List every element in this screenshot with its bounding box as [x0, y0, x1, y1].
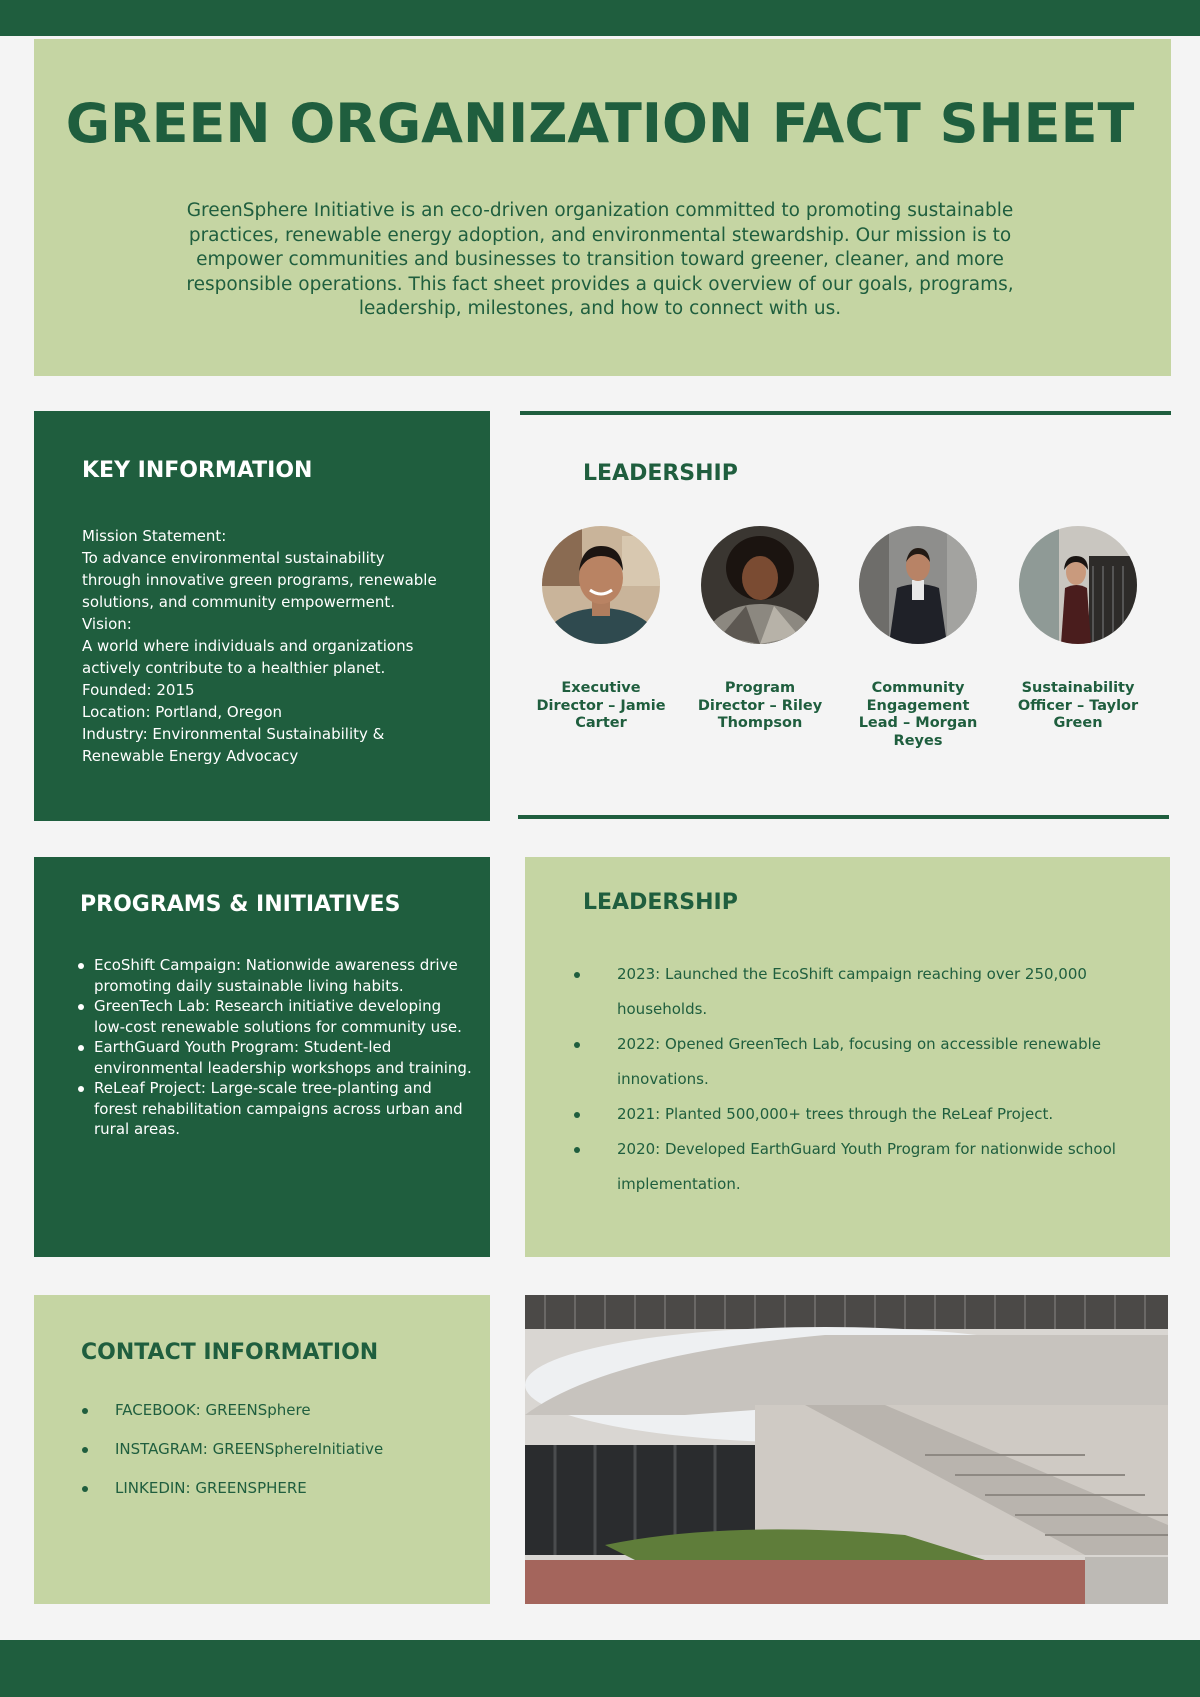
leader-card	[843, 526, 993, 750]
list-item: ReLeaf Project: Large-scale tree-planting and forest rehabilitation campaigns across urban and rural areas.	[34, 1078, 472, 1140]
intro-line: empower communities and businesses to transition toward greener, cleaner, and more	[196, 249, 1004, 270]
key-info-line: actively contribute to a healthier planet.	[82, 659, 386, 677]
leader-name: Community Engagement Lead – Morgan Reyes	[858, 680, 978, 749]
milestones-list	[617, 957, 1137, 1202]
key-information-text	[82, 525, 462, 767]
contact-facebook[interactable]: FACEBOOK: GREENSphere	[115, 1400, 383, 1420]
top-bar	[0, 0, 1200, 36]
page-title: GREEN ORGANIZATION FACT SHEET	[65, 92, 1135, 155]
key-info-line: Location: Portland, Oregon	[82, 703, 283, 721]
key-info-line: To advance environmental sustainability	[82, 549, 385, 567]
leader-photo	[542, 526, 660, 644]
intro-line: leadership, milestones, and how to connect with us.	[358, 298, 842, 319]
leader-photo	[1019, 526, 1137, 644]
key-info-line: A world where individuals and organizations	[82, 637, 414, 655]
key-info-line: Industry: Environmental Sustainability &	[82, 725, 385, 743]
list-item: 2020: Developed EarthGuard Youth Program for nationwide school implementation.	[617, 1132, 1137, 1202]
intro-line: responsible operations. This fact sheet provides a quick overview of our goals, programs,	[186, 273, 1014, 295]
key-information-panel	[34, 411, 490, 821]
leadership-title: LEADERSHIP	[583, 461, 738, 486]
bottom-bar	[0, 1640, 1200, 1697]
key-information-title: KEY INFORMATION	[82, 458, 313, 483]
programs-title: PROGRAMS & INITIATIVES	[80, 892, 401, 917]
leadership-divider-top	[520, 411, 1171, 415]
programs-list	[84, 955, 472, 1140]
contact-linkedin[interactable]: LINKEDIN: GREENSPHERE	[115, 1478, 383, 1498]
key-info-line: Mission Statement:	[82, 527, 227, 545]
list-item: EcoShift Campaign: Nationwide awareness drive promoting daily sustainable living habits.	[34, 955, 472, 996]
key-info-line: solutions, and community empowerment.	[82, 593, 396, 611]
list-item: 2021: Planted 500,000+ trees through the ReLeaf Project.	[617, 1097, 1137, 1132]
key-info-line: Founded: 2015	[82, 681, 195, 699]
key-info-line: Renewable Energy Advocacy	[82, 747, 299, 765]
list-item: EarthGuard Youth Program: Student-led environmental leadership workshops and training.	[34, 1037, 472, 1078]
contact-list	[115, 1400, 383, 1517]
leader-photo	[701, 526, 819, 644]
leader-card	[526, 526, 676, 733]
programs-panel	[34, 857, 490, 1257]
leadership-divider-bottom	[518, 815, 1169, 819]
leader-card	[685, 526, 835, 733]
contact-title: CONTACT INFORMATION	[81, 1340, 379, 1365]
contact-panel	[34, 1295, 490, 1604]
intro-line: GreenSphere Initiative is an eco-driven organization committed to promoting sustainable	[186, 200, 1014, 221]
key-info-line: through innovative green programs, renewable	[82, 571, 437, 589]
leader-photo	[859, 526, 977, 644]
key-info-line: Vision:	[82, 615, 132, 633]
list-item: GreenTech Lab: Research initiative developing low-cost renewable solutions for community use.	[34, 996, 472, 1037]
list-item: 2022: Opened GreenTech Lab, focusing on accessible renewable innovations.	[617, 1027, 1137, 1097]
contact-instagram[interactable]: INSTAGRAM: GREENSphereInitiative	[115, 1440, 384, 1458]
leader-name: Executive Director – Jamie Carter	[536, 680, 666, 731]
leader-name: Program Director – Riley Thompson	[697, 680, 823, 731]
leader-card	[1003, 526, 1153, 733]
milestones-panel	[525, 857, 1170, 1257]
leader-name: Sustainability Officer – Taylor Green	[1017, 680, 1139, 731]
intro-line: practices, renewable energy adoption, and environmental stewardship. Our mission is to	[188, 224, 1012, 246]
intro-paragraph	[158, 199, 1042, 322]
list-item: 2023: Launched the EcoShift campaign reaching over 250,000 households.	[617, 957, 1137, 1027]
milestones-title: LEADERSHIP	[583, 890, 738, 915]
building-photo	[525, 1295, 1168, 1604]
